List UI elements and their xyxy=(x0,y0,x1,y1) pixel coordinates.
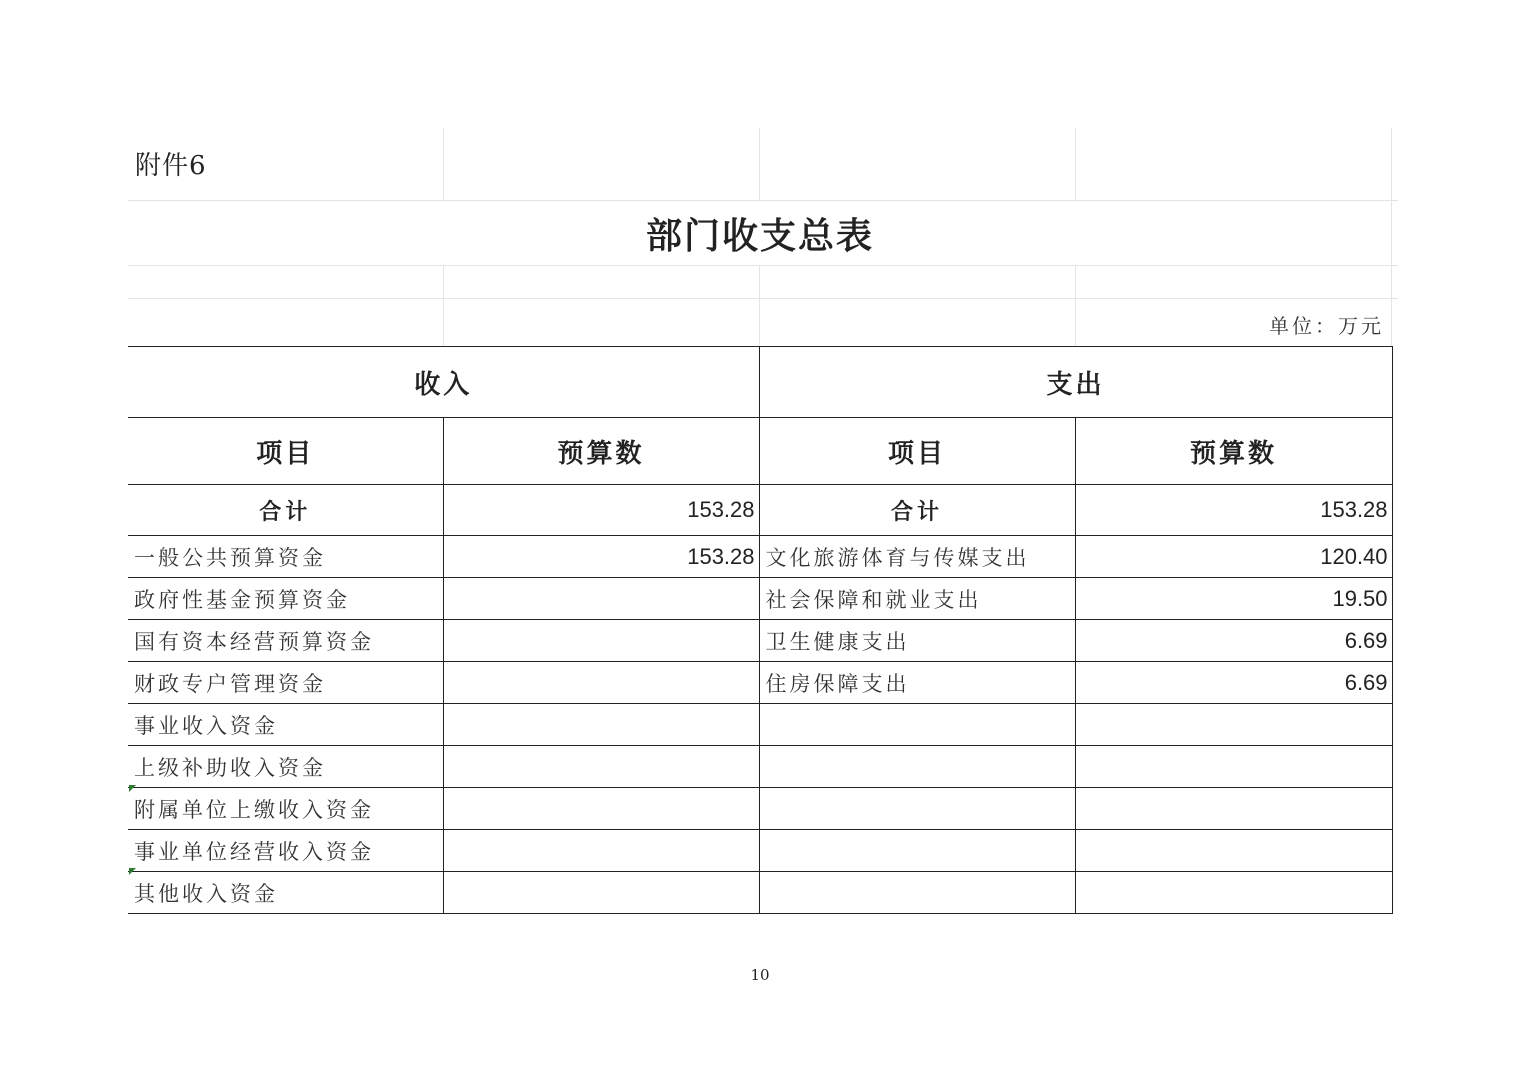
grid-line xyxy=(759,128,760,200)
expense-item xyxy=(759,746,1075,788)
expense-value xyxy=(1075,788,1392,830)
grid-line xyxy=(443,265,444,346)
income-budget-header: 预算数 xyxy=(443,418,759,485)
income-value xyxy=(443,746,759,788)
budget-table xyxy=(128,346,1393,914)
expense-item: 社会保障和就业支出 xyxy=(759,578,1075,620)
page-number: 10 xyxy=(750,966,770,984)
table-row xyxy=(128,788,1392,830)
column-header-row xyxy=(128,418,1392,485)
expense-value xyxy=(1075,704,1392,746)
cell-marker-icon xyxy=(129,868,136,875)
income-item: 事业单位经营收入资金 xyxy=(128,830,443,872)
table-row xyxy=(128,536,1392,578)
table-row xyxy=(128,746,1392,788)
expense-value: 19.50 xyxy=(1075,578,1392,620)
income-item: 政府性基金预算资金 xyxy=(128,578,443,620)
table-row xyxy=(128,830,1392,872)
attachment-label: 附件6 xyxy=(135,151,207,181)
table-row xyxy=(128,704,1392,746)
expense-total-label: 合计 xyxy=(759,485,1075,536)
income-value xyxy=(443,578,759,620)
expense-value: 120.40 xyxy=(1075,536,1392,578)
income-section-header: 收入 xyxy=(128,347,759,418)
income-item: 一般公共预算资金 xyxy=(128,536,443,578)
table-row xyxy=(128,578,1392,620)
grid-line xyxy=(1075,265,1076,346)
expense-item: 文化旅游体育与传媒支出 xyxy=(759,536,1075,578)
income-total-label: 合计 xyxy=(128,485,443,536)
income-value xyxy=(443,830,759,872)
section-header-row xyxy=(128,347,1392,418)
table-row xyxy=(128,872,1392,914)
grid-line xyxy=(759,265,760,346)
expense-total-value: 153.28 xyxy=(1075,485,1392,536)
table-row xyxy=(128,662,1392,704)
expense-item: 卫生健康支出 xyxy=(759,620,1075,662)
table-row xyxy=(128,620,1392,662)
expense-item xyxy=(759,830,1075,872)
income-item-header: 项目 xyxy=(128,418,443,485)
income-value xyxy=(443,788,759,830)
income-item: 国有资本经营预算资金 xyxy=(128,620,443,662)
grid-line xyxy=(1075,128,1076,200)
cell-marker-icon xyxy=(129,785,136,792)
expense-item xyxy=(759,788,1075,830)
expense-value: 6.69 xyxy=(1075,620,1392,662)
grid-line xyxy=(128,298,1398,299)
expense-item xyxy=(759,704,1075,746)
income-value xyxy=(443,662,759,704)
income-item: 上级补助收入资金 xyxy=(128,746,443,788)
income-item: 财政专户管理资金 xyxy=(128,662,443,704)
expense-section-header: 支出 xyxy=(759,347,1392,418)
income-item: 事业收入资金 xyxy=(128,704,443,746)
expense-item-header: 项目 xyxy=(759,418,1075,485)
expense-budget-header: 预算数 xyxy=(1075,418,1392,485)
income-item: 其他收入资金 xyxy=(128,872,443,914)
income-value xyxy=(443,872,759,914)
income-total-value: 153.28 xyxy=(443,485,759,536)
expense-value xyxy=(1075,872,1392,914)
expense-value xyxy=(1075,746,1392,788)
income-value xyxy=(443,704,759,746)
unit-label: 单位：万元 xyxy=(1269,314,1384,338)
expense-value xyxy=(1075,830,1392,872)
income-value: 153.28 xyxy=(443,536,759,578)
income-item: 附属单位上缴收入资金 xyxy=(128,788,443,830)
page-title: 部门收支总表 xyxy=(645,215,874,257)
grid-line xyxy=(443,128,444,200)
grid-line xyxy=(128,200,1398,201)
expense-item: 住房保障支出 xyxy=(759,662,1075,704)
expense-item xyxy=(759,872,1075,914)
total-row xyxy=(128,485,1392,536)
expense-value: 6.69 xyxy=(1075,662,1392,704)
income-value xyxy=(443,620,759,662)
grid-line xyxy=(128,265,1398,266)
